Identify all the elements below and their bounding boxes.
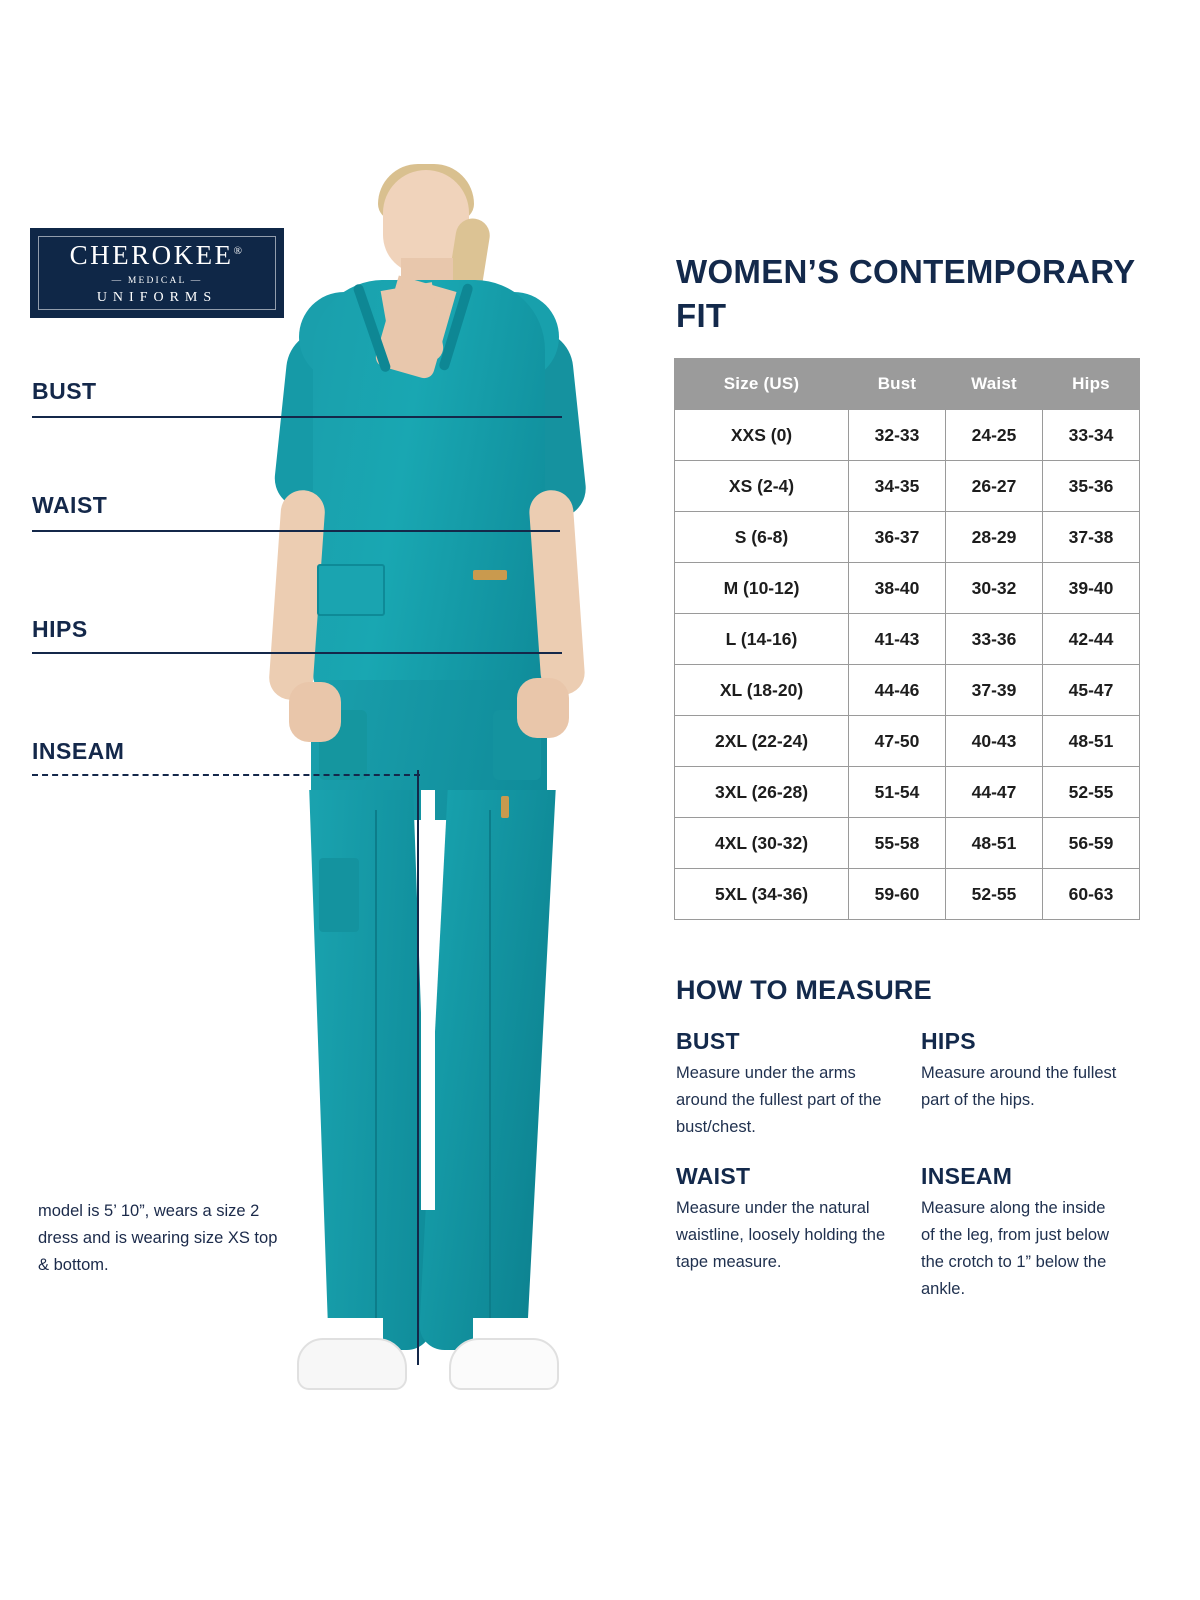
cell-bust: 41-43: [849, 614, 946, 665]
guide-line-waist: [32, 530, 560, 532]
cell-waist: 48-51: [946, 818, 1043, 869]
cell-bust: 55-58: [849, 818, 946, 869]
cell-hips: 33-34: [1043, 410, 1140, 461]
cell-waist: 30-32: [946, 563, 1043, 614]
cell-hips: 60-63: [1043, 869, 1140, 920]
cell-bust: 51-54: [849, 767, 946, 818]
cell-hips: 35-36: [1043, 461, 1140, 512]
cell-bust: 47-50: [849, 716, 946, 767]
table-row: [675, 767, 1140, 818]
info-column: [672, 0, 1200, 1600]
guide-line-inseam-vertical: [417, 770, 419, 1365]
cell-waist: 40-43: [946, 716, 1043, 767]
table-row: [675, 614, 1140, 665]
label-hips: HIPS: [32, 616, 88, 642]
cell-size: XXS (0): [675, 410, 849, 461]
hand-right: [517, 678, 569, 738]
cell-waist: 26-27: [946, 461, 1043, 512]
table-row: [675, 512, 1140, 563]
guide-line-hips: [32, 652, 562, 654]
table-row: [675, 716, 1140, 767]
leg-separation: [421, 790, 435, 1210]
top-pocket: [317, 564, 385, 616]
cell-waist: 24-25: [946, 410, 1043, 461]
cell-hips: 45-47: [1043, 665, 1140, 716]
shoe-right: [449, 1338, 559, 1390]
cell-waist: 44-47: [946, 767, 1043, 818]
cell-waist: 37-39: [946, 665, 1043, 716]
how-item-title: HIPS: [921, 1028, 976, 1054]
guide-line-bust: [32, 416, 562, 418]
cell-size: 5XL (34-36): [675, 869, 849, 920]
seam-right: [489, 810, 491, 1330]
cell-waist: 28-29: [946, 512, 1043, 563]
cell-bust: 44-46: [849, 665, 946, 716]
cell-size: S (6-8): [675, 512, 849, 563]
cell-bust: 34-35: [849, 461, 946, 512]
label-bust: BUST: [32, 378, 97, 404]
column-header-bust: Bust: [849, 359, 946, 410]
cell-bust: 59-60: [849, 869, 946, 920]
cell-hips: 42-44: [1043, 614, 1140, 665]
table-row: [675, 563, 1140, 614]
cell-bust: 38-40: [849, 563, 946, 614]
label-waist: WAIST: [32, 492, 108, 518]
column-header-size: Size (US): [675, 359, 849, 410]
shoe-left: [297, 1338, 407, 1390]
how-item-waist: [676, 1163, 921, 1303]
page-title: WOMEN’S CONTEMPORARY FIT: [676, 253, 1135, 334]
how-item-inseam: [921, 1163, 1166, 1303]
cell-hips: 48-51: [1043, 716, 1140, 767]
model-illustration: [235, 170, 655, 1420]
how-item-title: BUST: [676, 1028, 740, 1054]
cell-hips: 37-38: [1043, 512, 1140, 563]
cell-hips: 52-55: [1043, 767, 1140, 818]
hand-left: [289, 682, 341, 742]
table-row: [675, 869, 1140, 920]
table-row: [675, 818, 1140, 869]
cell-size: M (10-12): [675, 563, 849, 614]
cell-size: 4XL (30-32): [675, 818, 849, 869]
table-row: [675, 410, 1140, 461]
brand-name: CHEROKEE®: [69, 240, 245, 270]
how-item-hips: [921, 1028, 1166, 1141]
how-item-bust: [676, 1028, 921, 1141]
column-header-hips: Hips: [1043, 359, 1140, 410]
cell-hips: 56-59: [1043, 818, 1140, 869]
brand-category: UNIFORMS: [96, 290, 218, 305]
brand-tab-pants: [501, 796, 509, 818]
how-item-text: Measure under the natural waistline, loosely holding the tape measure.: [676, 1199, 886, 1271]
brand-tab-top: [473, 570, 507, 580]
pant-leg-right: [418, 790, 555, 1350]
size-chart-table: [674, 358, 1140, 920]
cell-size: L (14-16): [675, 614, 849, 665]
how-item-title: INSEAM: [921, 1163, 1013, 1189]
cell-bust: 36-37: [849, 512, 946, 563]
cell-hips: 39-40: [1043, 563, 1140, 614]
guide-line-inseam: [32, 774, 420, 776]
cargo-pocket: [319, 858, 359, 932]
cell-size: XS (2-4): [675, 461, 849, 512]
table-header-row: [675, 359, 1140, 410]
registered-mark: ®: [233, 245, 245, 257]
how-item-text: Measure along the inside of the leg, from just below the crotch to 1” below the ankle.: [921, 1199, 1110, 1298]
how-item-title: WAIST: [676, 1163, 751, 1189]
how-to-measure-heading: HOW TO MEASURE: [676, 975, 932, 1005]
cell-size: 2XL (22-24): [675, 716, 849, 767]
cell-waist: 33-36: [946, 614, 1043, 665]
model-note: model is 5’ 10”, wears a size 2 dress and is wearing size XS top & bottom.: [38, 1202, 278, 1274]
seam-left: [375, 810, 377, 1330]
cell-waist: 52-55: [946, 869, 1043, 920]
table-row: [675, 665, 1140, 716]
how-item-text: Measure under the arms around the fullest part of the bust/chest.: [676, 1064, 882, 1136]
how-item-text: Measure around the fullest part of the hips.: [921, 1064, 1117, 1109]
column-header-waist: Waist: [946, 359, 1043, 410]
cell-bust: 32-33: [849, 410, 946, 461]
how-to-measure-grid: [676, 1028, 1176, 1303]
brand-subline: — MEDICAL —: [111, 276, 203, 286]
cell-size: 3XL (26-28): [675, 767, 849, 818]
table-row: [675, 461, 1140, 512]
label-inseam: INSEAM: [32, 738, 125, 764]
cell-size: XL (18-20): [675, 665, 849, 716]
